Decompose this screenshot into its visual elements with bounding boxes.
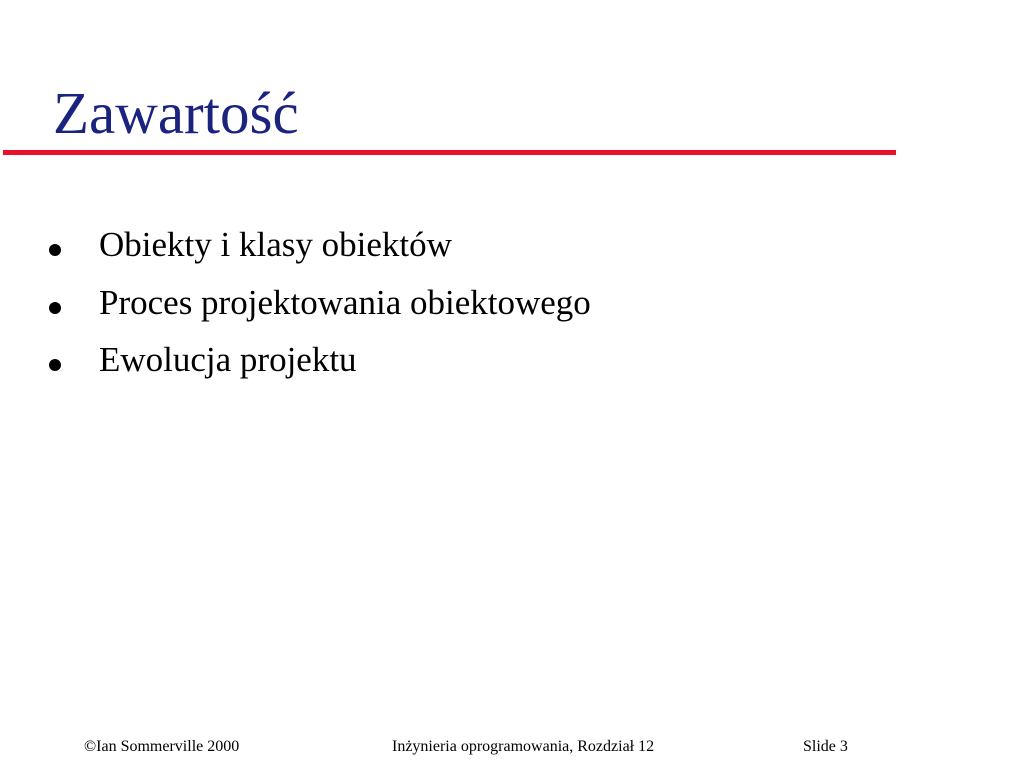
bullet-icon	[49, 244, 61, 256]
bullet-item	[0, 338, 900, 382]
footer-course: Inżynieria oprogramowania, Rozdział 12	[392, 738, 655, 755]
footer-slide-number: Slide 3	[803, 738, 848, 755]
slide-title: Zawartość	[53, 80, 299, 146]
bullet-icon	[49, 302, 61, 314]
bullet-text: Ewolucja projektu	[99, 340, 357, 379]
footer-copyright: ©Ian Sommerville 2000	[84, 738, 240, 755]
bullet-text: Obiekty i klasy obiektów	[99, 225, 452, 264]
bullet-item	[0, 223, 900, 267]
bullet-icon	[49, 359, 61, 371]
title-divider	[3, 150, 896, 155]
bullet-text: Proces projektowania obiektowego	[99, 283, 591, 322]
bullet-item	[0, 281, 900, 325]
